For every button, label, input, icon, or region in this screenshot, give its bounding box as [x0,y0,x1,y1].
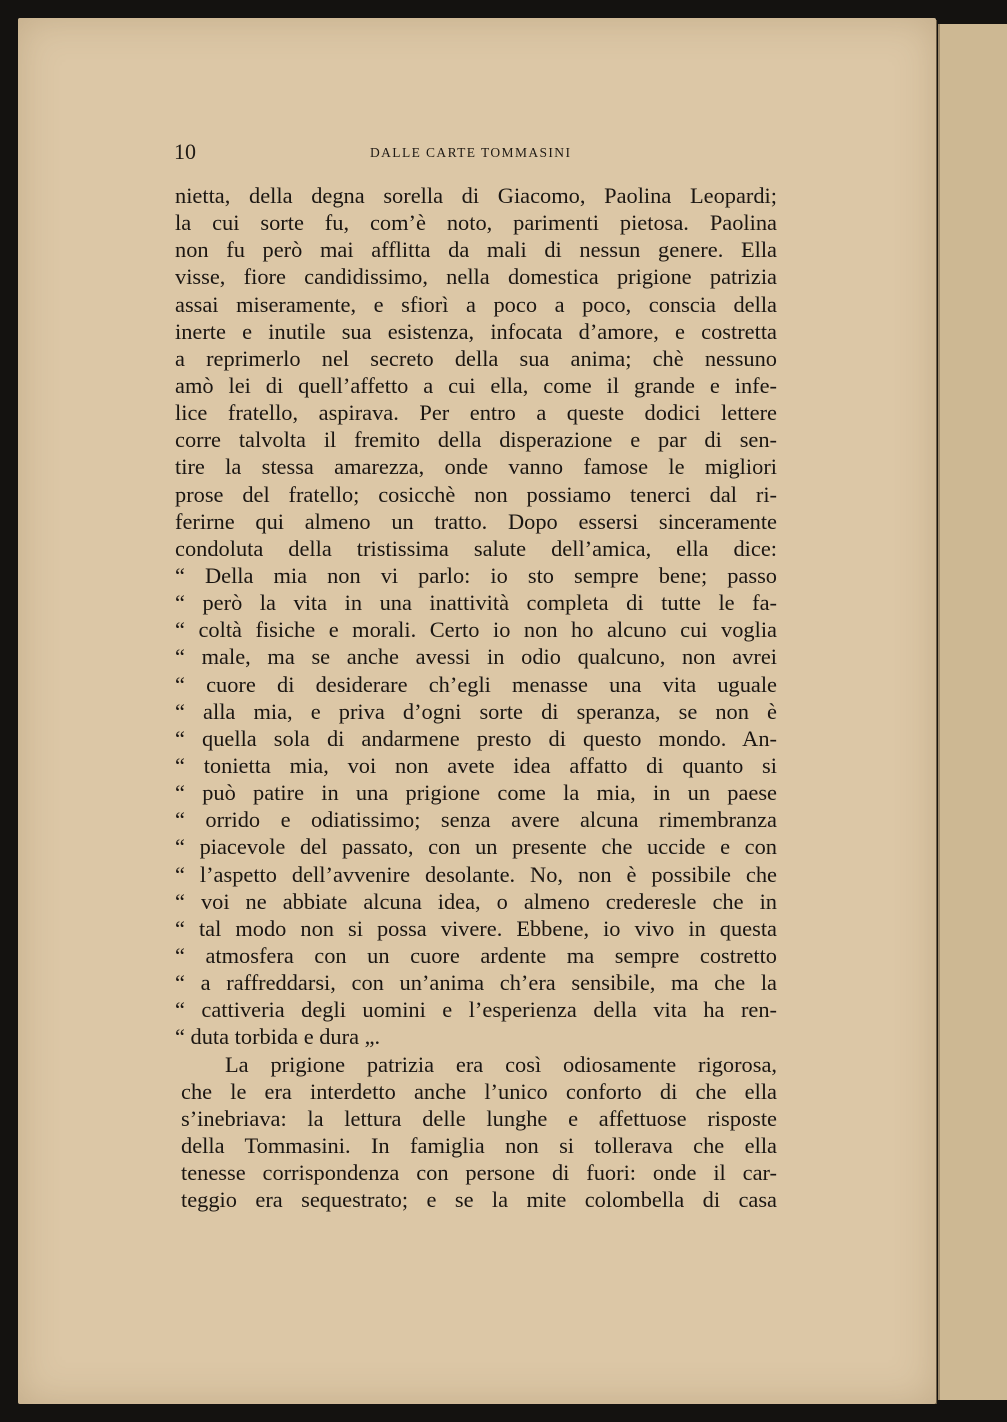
text-line: la cui sorte fu, com’è noto, parimenti pietosa. Paolina [175,210,777,236]
text-line: della Tommasini. In famiglia non si tollerava che ella [181,1132,777,1158]
body-text [175,182,777,1213]
quote-line: “ però la vita in una inattività completa di tutte le fa- [175,590,777,616]
text-line: visse, fiore candidissimo, nella domestica prigione patrizia [175,264,777,290]
text-line: nietta, della degna sorella di Giacomo, Paolina Leopardi; [175,183,777,208]
text-line: tire la stessa amarezza, onde vanno famose le migliori [175,454,777,480]
text-line: corre talvolta il fremito della disperazione e par di sen- [175,427,777,453]
quote-line: “ cuore di desiderare ch’egli menasse una vita uguale [175,671,777,697]
text-line: teggio era sequestrato; e se la mite colombella di casa [181,1187,777,1213]
text-line: condoluta della tristissima salute dell’amica, ella dice: [175,535,777,561]
text-line: tenesse corrispondenza con persone di fuori: onde il car- [181,1160,777,1186]
text-line: ferirne qui almeno un tratto. Dopo essersi sinceramente [175,508,777,534]
text-line: non fu però mai afflitta da mali di nessun genere. Ella [175,237,777,263]
paragraph-first-line: La prigione patrizia era così odiosamente rigorosa, [225,1051,777,1077]
quote-line: “ tonietta mia, voi non avete idea affatto di quanto si [175,752,777,778]
text-line: lice fratello, aspirava. Per entro a queste dodici lettere [175,400,777,426]
quote-line: “ duta torbida e dura „. [175,1024,381,1050]
quote-line: “ a raffreddarsi, con un’anima ch’era sensibile, ma che la [175,970,777,996]
page-header [174,138,778,168]
page-number: 10 [174,139,196,164]
quote-line: “ alla mia, e priva d’ogni sorte di speranza, se non è [175,698,777,724]
text-line: assai miseramente, e sfiorì a poco a poco, conscia della [175,291,777,317]
quote-line: “ Della mia non vi parlo: io sto sempre bene; passo [175,562,777,588]
quote-line: “ piacevole del passato, con un presente che uccide e con [175,834,777,860]
quote-line: “ voi ne abbiate alcuna idea, o almeno crederesle che in [175,888,777,914]
quote-line: “ atmosfera con un cuore ardente ma sempre costretto [175,942,777,968]
quote-line: “ orrido e odiatissimo; senza avere alcuna rimembranza [175,807,777,833]
quote-line: “ coltà fisiche e morali. Certo io non ho alcuno cui voglia [175,617,777,643]
quote-line: “ male, ma se anche avessi in odio qualcuno, non avrei [175,644,777,670]
text-line: a reprimerlo nel secreto della sua anima; chè nessuno [175,345,777,371]
quote-line: “ tal modo non si possa vivere. Ebbene, io vivo in questa [175,915,777,941]
text-line: s’inebriava: la lettura delle lunghe e affettuose risposte [181,1105,777,1131]
quote-line: “ cattiveria degli uomini e l’esperienza della vita ha ren- [175,997,777,1023]
text-line: che le era interdetto anche l’unico conforto di che ella [181,1078,777,1104]
text-line: inerte e inutile sua esistenza, infocata d’amore, e costretta [175,318,777,344]
adjacent-page-edge [938,24,1007,1400]
quote-line: “ l’aspetto dell’avvenire desolante. No, non è possibile che [175,861,777,887]
running-head: DALLE CARTE TOMMASINI [370,145,572,160]
text-line: prose del fratello; cosicchè non possiamo tenerci dal ri- [175,481,777,507]
text-line: amò lei di quell’affetto a cui ella, come il grande e infe- [175,372,777,398]
quote-line: “ quella sola di andarmene presto di questo mondo. An- [175,725,777,751]
quote-line: “ può patire in una prigione come la mia, in un paese [175,780,777,806]
